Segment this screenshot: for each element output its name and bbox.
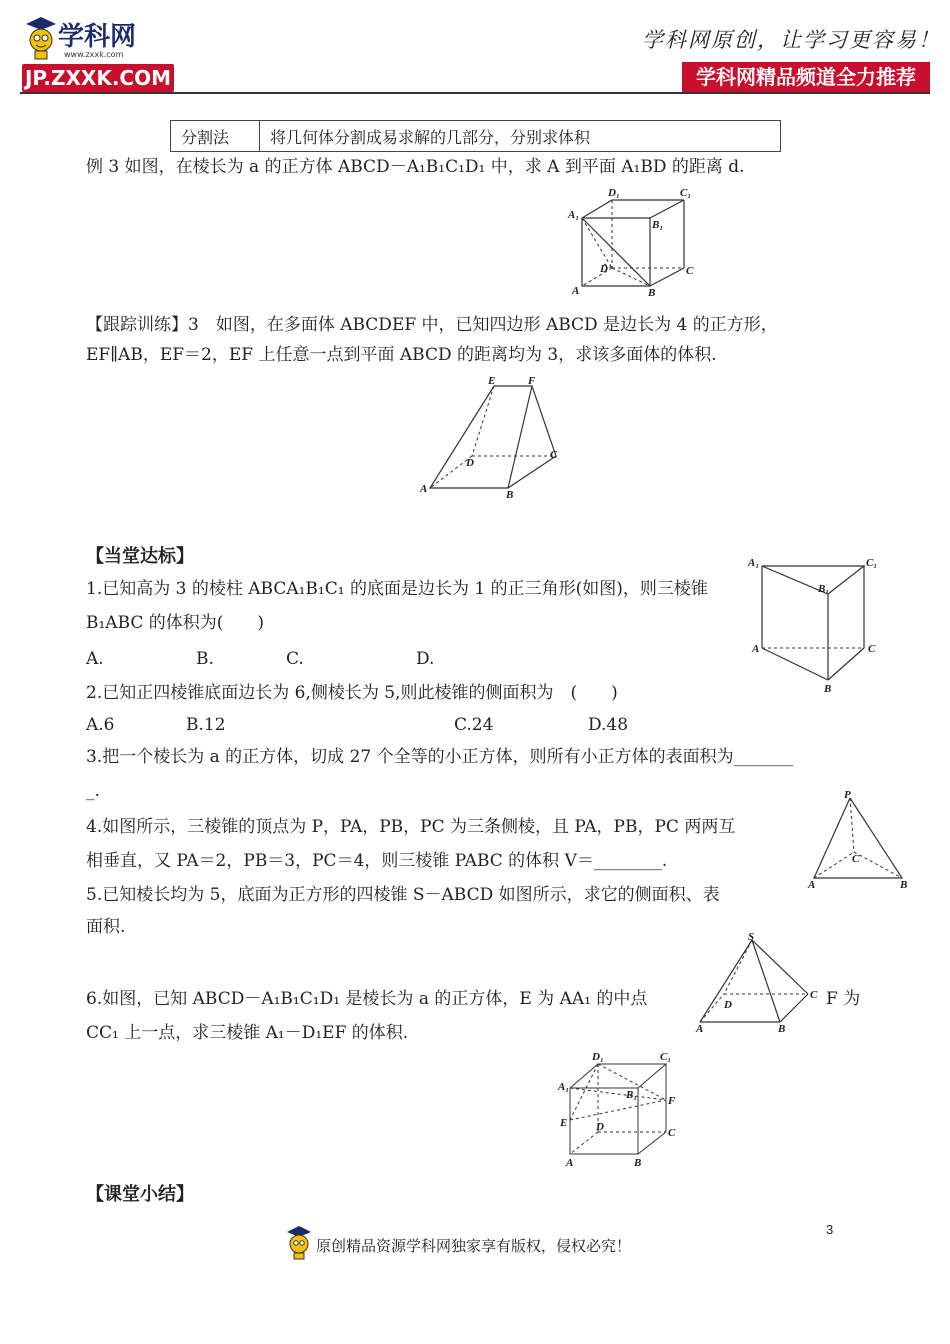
label-B1: B₁ [626,1089,638,1101]
label-C: C [668,1127,676,1139]
training-3-line2: EF∥AB，EF＝2，EF 上任意一点到平面 ABCD 的距离均为 3，求该多面体的体积. [86,345,717,365]
q1-line2: B₁ABC 的体积为( ) [86,613,265,633]
q6-line1: 6.如图，已知 ABCD－A₁B₁C₁D₁ 是棱长为 a 的正方体，E 为 AA₁ 的中点 [86,989,648,1009]
label-D: D [596,1121,604,1133]
label-B: B [824,683,832,695]
label-P: P [844,789,851,801]
label-C: C [686,265,694,277]
label-A1: A₁ [568,209,580,221]
label-B: B [778,1023,786,1034]
q5-line1: 5.已知棱长均为 5，底面为正方形的四棱锥 S－ABCD 如图所示，求它的侧面积、表 [86,885,720,905]
footer-copyright: 原创精品资源学科网独家享有版权，侵权必究！ [316,1237,632,1255]
label-A1: A₁ [558,1081,570,1093]
mascot-icon [284,1224,314,1260]
label-S: S [748,931,755,943]
q5-line2: 面积. [86,917,126,937]
training-3-line1: 【跟踪训练】3 如图，在多面体 ABCDEF 中，已知四边形 ABCD 是边长为 4 的正方形， [86,315,778,335]
label-D: D [600,263,608,275]
label-C1: C₁ [660,1051,672,1063]
slogan: 学科网原创，让学习更容易！ [642,28,941,52]
pyramid-figure [690,930,824,1034]
label-B: B [506,489,514,501]
q2-option-c: C.24 [454,715,494,735]
label-A: A [752,643,760,655]
q6-line1-end: F 为 [826,989,861,1009]
q6-line2: CC₁ 上一点，求三棱锥 A₁－D₁EF 的体积. [86,1023,409,1043]
label-B: B [900,879,908,891]
label-A: A [808,879,816,891]
label-D: D [724,999,732,1011]
example-3-text: 例 3 如图，在棱长为 a 的正方体 ABCD－A₁B₁C₁D₁ 中，求 A 到平面 A₁BD 的距离 d. [86,157,745,177]
cube-figure-2 [556,1050,686,1172]
q2-option-b: B.12 [186,715,226,735]
q2-option-a: A.6 [86,715,115,735]
q1-option-b: B. [196,649,214,669]
q1-option-a: A. [86,649,104,669]
q1-option-d: D. [416,649,435,669]
label-C: C [868,643,876,655]
header-divider [20,92,930,94]
label-A: A [566,1157,574,1169]
banner: 学科网精品频道全力推荐 [682,62,930,92]
label-C: C [810,989,818,1001]
logo-url-small: www.zxxk.com [64,50,124,59]
q1-line1: 1.已知高为 3 的棱柱 ABCA₁B₁C₁ 的底面是边长为 1 的正三角形(如图)，则三棱锥 [86,579,708,599]
label-F: F [668,1095,676,1107]
q2-option-d: D.48 [588,715,629,735]
label-E: E [560,1117,568,1129]
label-F: F [528,375,536,387]
polyhedron-figure [416,372,566,502]
section-practice-title: 【当堂达标】 [86,546,194,567]
section-summary-title: 【课堂小结】 [86,1184,194,1205]
method-name: 分割法 [171,121,260,152]
label-B1: B₁ [652,219,664,231]
q4-line2: 相垂直，又 PA＝2，PB＝3，PC＝4，则三棱锥 PABC 的体积 V＝________. [86,851,668,871]
label-C: C [852,853,860,865]
mascot-icon [22,14,60,62]
method-table [170,120,781,152]
logo-url[interactable]: JP.ZXXK.COM [22,64,174,92]
label-A: A [572,285,580,297]
label-B1: B₁ [818,583,830,595]
label-B: B [648,287,656,299]
tetrahedron-figure [806,786,916,894]
q2-text: 2.已知正四棱锥底面边长为 6,侧棱长为 5,则此棱锥的侧面积为 ( ) [86,683,618,703]
q3-line2: _. [86,781,100,801]
label-A1: A₁ [748,557,760,569]
label-D1: D₁ [592,1051,604,1063]
label-D1: D₁ [608,187,620,199]
prism-figure [742,552,882,698]
q4-line1: 4.如图所示，三棱锥的顶点为 P，PA，PB，PC 为三条侧棱，且 PA，PB，PC 两两互 [86,817,736,837]
label-C: C [550,449,558,461]
logo-text: 学科网 [58,22,137,52]
label-B: B [634,1157,642,1169]
page-number: 3 [826,1222,834,1237]
q1-option-c: C. [286,649,304,669]
label-A: A [696,1023,704,1034]
label-E: E [488,375,496,387]
q3-line1: 3.把一个棱长为 a 的正方体，切成 27 个全等的小正方体，则所有小正方体的表面积为_______ [86,747,794,767]
label-C1: C₁ [866,557,878,569]
cube-figure-1 [562,184,702,302]
label-A: A [420,483,428,495]
label-C1: C₁ [680,187,692,199]
method-desc: 将几何体分割成易求解的几部分，分别求体积 [260,121,781,152]
label-D: D [466,457,474,469]
